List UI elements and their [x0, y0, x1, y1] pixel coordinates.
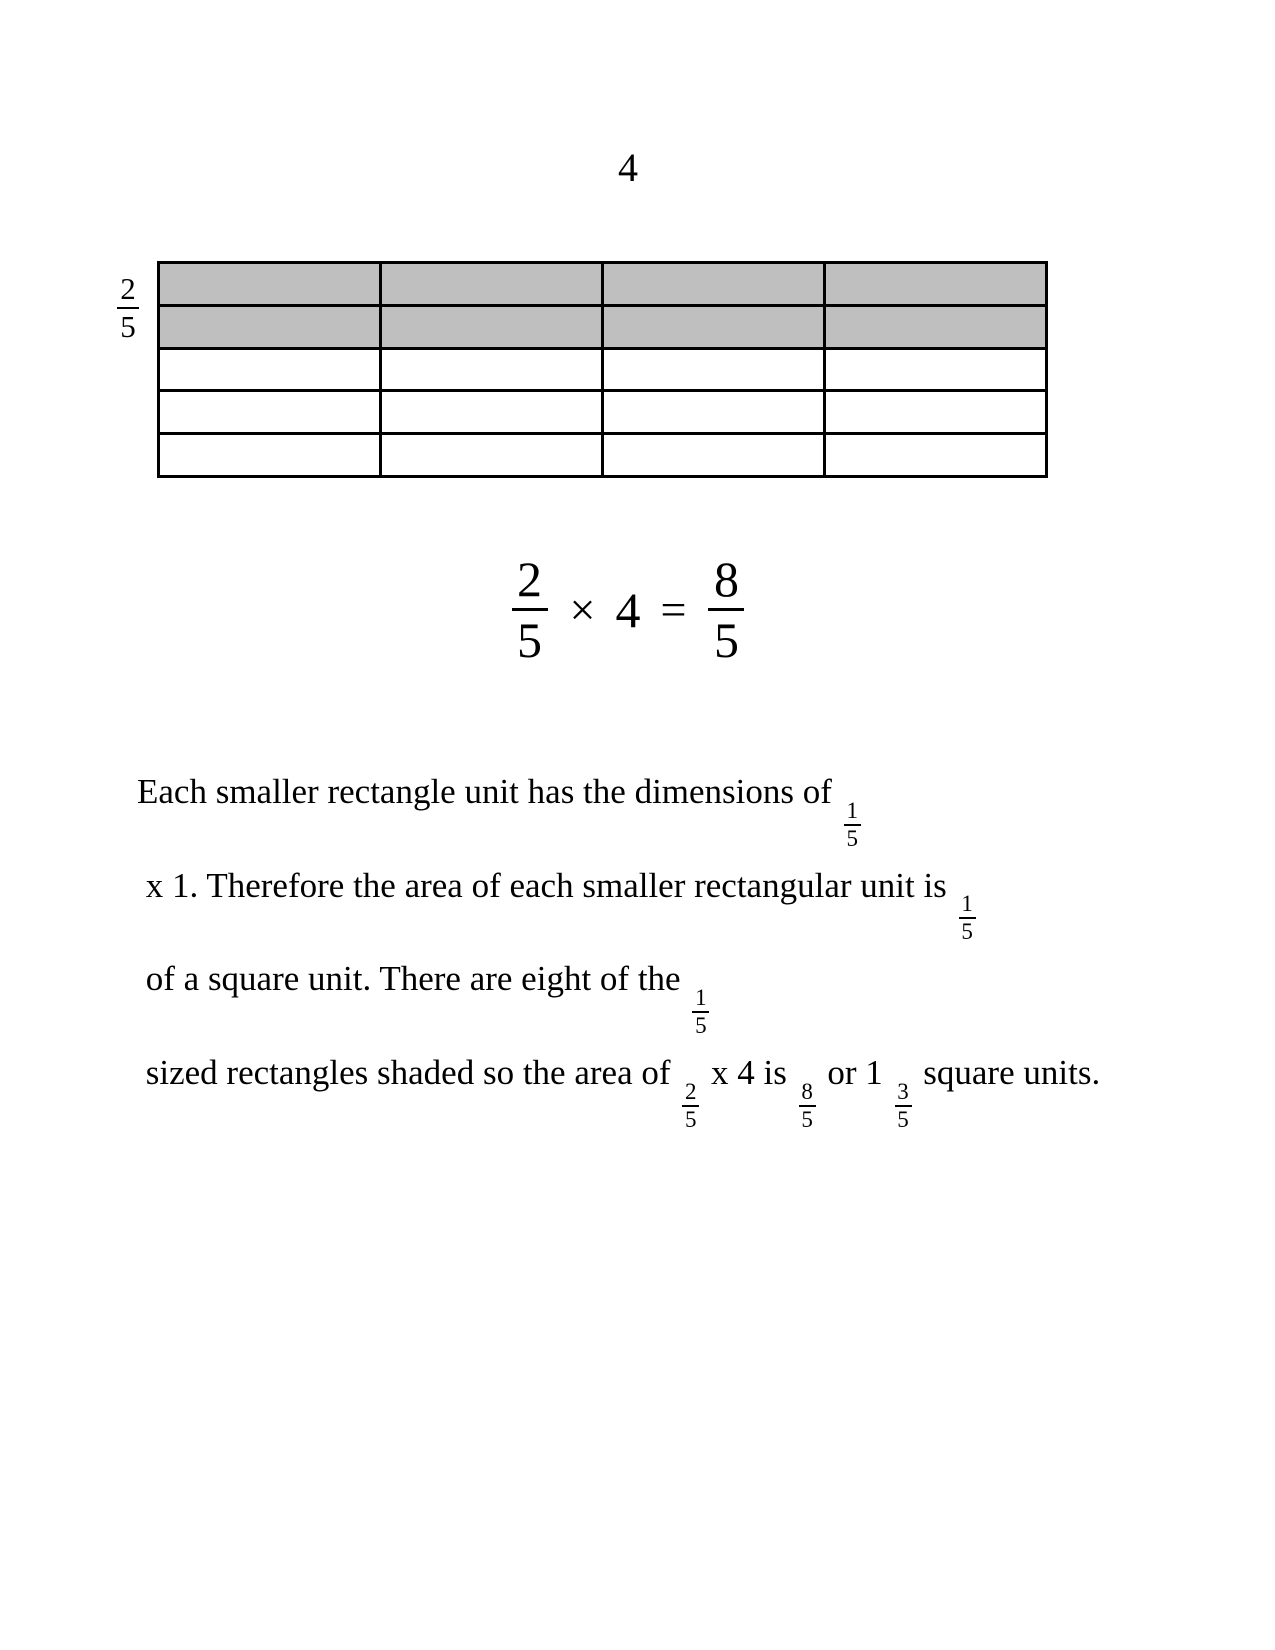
equation-left-fraction-bar [512, 608, 548, 611]
fraction-numerator: 3 [897, 1078, 909, 1104]
grid-cell-unshaded [604, 350, 826, 390]
equation-result-fraction [708, 552, 744, 667]
multiply-symbol: × [569, 583, 596, 635]
explanation-text-segment: x 1. Therefore the area of each smaller rectangular unit is [137, 865, 956, 905]
equation-left-denominator: 5 [517, 612, 543, 668]
grid-cell-unshaded [160, 435, 382, 475]
grid-cell-unshaded [160, 392, 382, 432]
fraction-denominator: 5 [961, 919, 973, 945]
grid-cell-shaded [382, 307, 604, 347]
equation-result-denominator: 5 [713, 612, 739, 668]
grid-cell-unshaded [826, 392, 1045, 432]
grid-cell-unshaded [826, 350, 1045, 390]
fraction-numerator: 1 [695, 985, 707, 1011]
grid-cell-unshaded [382, 435, 604, 475]
equation-multiplier: 4 [615, 581, 641, 638]
fraction-denominator: 5 [897, 1106, 909, 1132]
fraction-numerator: 1 [961, 891, 973, 917]
explanation-text-segment: or 1 [818, 1053, 892, 1093]
grid-cell-shaded [160, 264, 382, 304]
explanation-text-segment: square units. [914, 1053, 1101, 1093]
explanation-text-segment: Each smaller rectangle unit has the dimensions of [137, 772, 841, 811]
explanation-text-segment: of a square unit. There are eight of the [137, 959, 690, 999]
grid-cell-shaded [826, 264, 1045, 304]
grid-row [160, 307, 1045, 350]
grid-cell-unshaded [604, 435, 826, 475]
grid-cell-shaded [382, 264, 604, 304]
equation-left-fraction [512, 552, 548, 667]
diagram-left-label [106, 272, 150, 344]
grid-cell-unshaded [382, 392, 604, 432]
explanation-fraction-5 [799, 1080, 816, 1132]
grid-cell-shaded [604, 307, 826, 347]
explanation-fraction-3 [692, 986, 709, 1038]
grid-cell-shaded [604, 264, 826, 304]
equation-result-fraction-bar [708, 608, 744, 611]
fraction-denominator: 5 [801, 1106, 813, 1132]
grid-row [160, 264, 1045, 307]
explanation-paragraph [137, 757, 1112, 1132]
equals-symbol: = [660, 583, 687, 635]
left-label-numerator: 2 [120, 271, 136, 306]
grid-cell-unshaded [826, 435, 1045, 475]
grid-cell-unshaded [604, 392, 826, 432]
explanation-fraction-2 [959, 892, 976, 944]
fraction-numerator: 1 [846, 797, 858, 823]
explanation-fraction-6 [895, 1080, 912, 1132]
equation-left-numerator: 2 [517, 551, 543, 607]
fraction-denominator: 5 [695, 1013, 707, 1039]
grid-row [160, 392, 1045, 435]
grid-cell-unshaded [382, 350, 604, 390]
explanation-fraction-4 [682, 1080, 699, 1132]
explanation-text-segment: sized rectangles shaded so the area of [137, 1053, 680, 1093]
equation-result-numerator: 8 [713, 551, 739, 607]
explanation-text-segment: x 4 is [702, 1053, 796, 1093]
explanation-fraction-1 [844, 799, 861, 851]
left-label-fraction [117, 272, 139, 344]
fraction-denominator: 5 [846, 825, 858, 851]
left-label-denominator: 5 [120, 309, 136, 344]
equation [0, 552, 1256, 667]
grid-row [160, 350, 1045, 393]
area-model-grid [157, 261, 1048, 478]
fraction-numerator: 2 [685, 1078, 697, 1104]
grid-cell-shaded [826, 307, 1045, 347]
grid-row [160, 435, 1045, 475]
fraction-denominator: 5 [685, 1106, 697, 1132]
grid-cell-unshaded [160, 350, 382, 390]
diagram-top-label: 4 [618, 145, 638, 190]
grid-cell-shaded [160, 307, 382, 347]
fraction-numerator: 8 [801, 1078, 813, 1104]
